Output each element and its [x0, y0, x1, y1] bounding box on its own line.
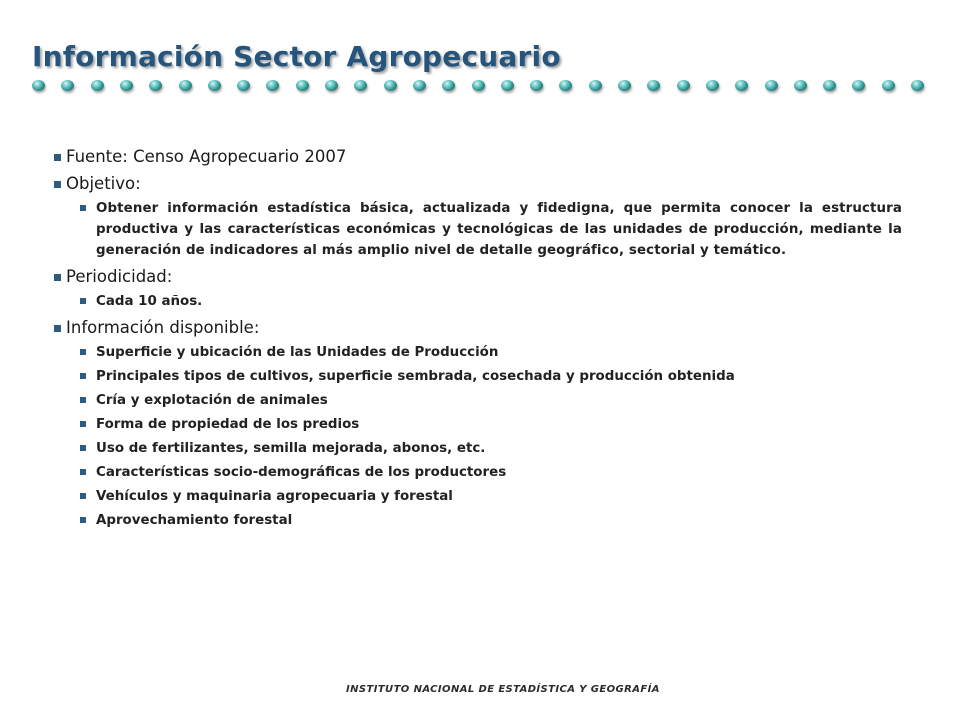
section-informacion [54, 317, 902, 531]
dot-icon [384, 80, 397, 91]
square-bullet-icon [80, 349, 86, 355]
bullet-fuente [54, 146, 902, 168]
dot-icon [911, 80, 924, 91]
square-bullet-icon [80, 517, 86, 523]
informacion-item-text: Cría y explotación de animales [96, 393, 328, 408]
square-bullet-icon [80, 445, 86, 451]
objetivo-text: Obtener información estadística básica, actualizada y fidedigna, que permita conocer la estructura productiva y las características económicas y tecnológicas de las unidades de producción, mediante la generación de indicadores al más amplio nivel de detalle geográfico, sectorial y temático. [96, 201, 902, 258]
dot-icon [61, 80, 74, 91]
informacion-item [96, 462, 902, 483]
dot-icon [149, 80, 162, 91]
slide-content [54, 146, 902, 536]
dot-icon [647, 80, 660, 91]
institution-footer: INSTITUTO NACIONAL DE ESTADÍSTICA Y GEOGRAFÍA [346, 684, 660, 695]
dot-icon [325, 80, 338, 91]
dot-icon [559, 80, 572, 91]
square-bullet-icon [80, 373, 86, 379]
informacion-item [96, 510, 902, 531]
informacion-item [96, 414, 902, 435]
fuente-label: Fuente: Censo Agropecuario 2007 [66, 147, 347, 166]
dot-icon [501, 80, 514, 91]
dot-icon [677, 80, 690, 91]
section-periodicidad [54, 266, 902, 312]
dot-icon [179, 80, 192, 91]
section-fuente [54, 146, 902, 168]
square-bullet-icon [80, 469, 86, 475]
objetivo-item [96, 198, 902, 261]
dot-icon [91, 80, 104, 91]
informacion-item-text: Uso de fertilizantes, semilla mejorada, abonos, etc. [96, 441, 486, 456]
informacion-item [96, 390, 902, 411]
periodicidad-text: Cada 10 años. [96, 294, 203, 309]
square-bullet-icon [54, 181, 61, 188]
dot-icon [208, 80, 221, 91]
informacion-item-text: Características socio-demográficas de los productores [96, 465, 507, 480]
dot-icon [266, 80, 279, 91]
objetivo-label: Objetivo: [66, 174, 141, 193]
informacion-item-text: Aprovechamiento forestal [96, 513, 293, 528]
dot-icon [589, 80, 602, 91]
informacion-item [96, 438, 902, 459]
periodicidad-item [96, 291, 902, 312]
dot-icon [735, 80, 748, 91]
informacion-item [96, 366, 902, 387]
dot-icon [442, 80, 455, 91]
dot-icon [765, 80, 778, 91]
informacion-item-text: Forma de propiedad de los predios [96, 417, 360, 432]
informacion-item [96, 342, 902, 363]
dot-icon [823, 80, 836, 91]
informacion-item-text: Vehículos y maquinaria agropecuaria y forestal [96, 489, 453, 504]
square-bullet-icon [80, 397, 86, 403]
informacion-item-text: Principales tipos de cultivos, superficie sembrada, cosechada y producción obtenida [96, 369, 735, 384]
dot-icon [852, 80, 865, 91]
section-objetivo [54, 173, 902, 261]
informacion-item [96, 486, 902, 507]
periodicidad-label: Periodicidad: [66, 267, 173, 286]
square-bullet-icon [54, 154, 61, 161]
square-bullet-icon [54, 325, 61, 332]
dot-icon [413, 80, 426, 91]
decorative-dot-divider [32, 80, 932, 94]
informacion-label: Información disponible: [66, 318, 260, 337]
slide-title: Información Sector Agropecuario [32, 40, 561, 73]
dot-icon [237, 80, 250, 91]
square-bullet-icon [54, 274, 61, 281]
dot-icon [120, 80, 133, 91]
dot-icon [472, 80, 485, 91]
square-bullet-icon [80, 493, 86, 499]
dot-icon [618, 80, 631, 91]
square-bullet-icon [80, 298, 86, 304]
dot-icon [794, 80, 807, 91]
square-bullet-icon [80, 205, 86, 211]
dot-icon [296, 80, 309, 91]
dot-icon [530, 80, 543, 91]
dot-icon [706, 80, 719, 91]
square-bullet-icon [80, 421, 86, 427]
dot-icon [882, 80, 895, 91]
informacion-item-text: Superficie y ubicación de las Unidades de Producción [96, 345, 499, 360]
bullet-objetivo [54, 173, 902, 195]
dot-icon [354, 80, 367, 91]
bullet-informacion [54, 317, 902, 339]
dot-icon [32, 80, 45, 91]
bullet-periodicidad [54, 266, 902, 288]
